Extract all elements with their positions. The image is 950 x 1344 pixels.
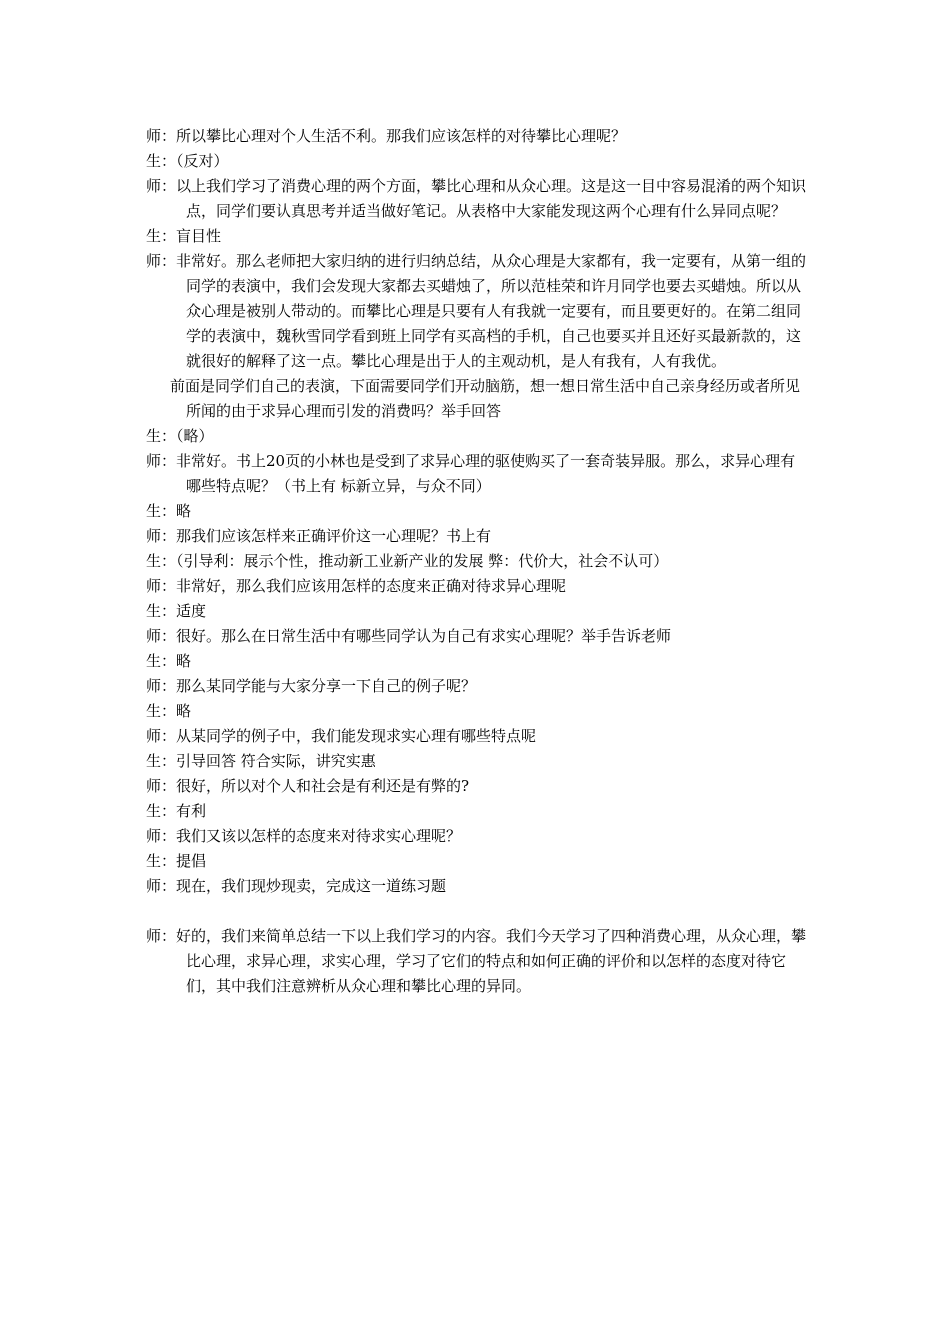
dialogue-line: 师：非常好。书上20页的小林也是受到了求异心理的驱使购买了一套奇装异服。那么，求异心理有哪些特点呢？（书上有 标新立异，与众不同）: [146, 452, 796, 495]
dialogue-line: 生：引导回答 符合实际，讲究实惠: [146, 752, 376, 770]
dialogue-line: 生：略: [146, 652, 192, 670]
dialogue-line: 生：（反对）: [146, 152, 229, 170]
dialogue-line: 生：（引导利：展示个性，推动新工业新产业的发展 弊：代价大，社会不认可）: [146, 552, 669, 570]
dialogue-line: 师：那么某同学能与大家分享一下自己的例子呢？: [146, 677, 477, 695]
dialogue-line: 师：非常好，那么我们应该用怎样的态度来正确对待求异心理呢: [146, 577, 567, 595]
dialogue-line: 师：非常好。那么老师把大家归纳的进行归纳总结，从众心理是大家都有，我一定要有，从第一组的同学的表演中，我们会发现大家都去买蜡烛了，所以范桂荣和许月同学也要去买蜡烛。所以从众心理是被别人带动的。而攀比心理是只要有人有我就一定要有，而且要更好的。在第二组同学的表演中，魏秋雪同学看到班上同学有买高档的手机，自己也要买并且还好买最新款的，这就很好的解释了这一点。攀比心理是出于人的主观动机，是人有我有，人有我优。: [146, 252, 807, 370]
dialogue-line: 生：有利: [146, 802, 207, 820]
document-body: [146, 124, 810, 999]
dialogue-line: 生：盲目性: [146, 227, 222, 245]
blank-line: [146, 899, 810, 924]
narration-paragraph: 前面是同学们自己的表演，下面需要同学们开动脑筋，想一想日常生活中自己亲身经历或者所见所闻的由于求异心理而引发的消费吗？举手回答: [170, 377, 801, 420]
dialogue-line: 生：适度: [146, 602, 207, 620]
dialogue-line: 师：我们又该以怎样的态度来对待求实心理呢？: [146, 827, 462, 845]
dialogue-line: 生：略: [146, 502, 192, 520]
dialogue-line: 师：以上我们学习了消费心理的两个方面，攀比心理和从众心理。这是这一目中容易混淆的两个知识点，同学们要认真思考并适当做好笔记。从表格中大家能发现这两个心理有什么异同点呢？: [146, 177, 807, 220]
dialogue-line: 生：略: [146, 702, 192, 720]
dialogue-line: 师：很好，所以对个人和社会是有利还是有弊的?: [146, 777, 470, 795]
dialogue-line: 师：很好。那么在日常生活中有哪些同学认为自己有求实心理呢？举手告诉老师: [146, 627, 672, 645]
dialogue-line: 师：现在，我们现炒现卖，完成这一道练习题: [146, 877, 447, 895]
dialogue-line: 师：那我们应该怎样来正确评价这一心理呢？书上有: [146, 527, 492, 545]
dialogue-line: 生：（略）: [146, 427, 214, 445]
dialogue-line: 师：从某同学的例子中，我们能发现求实心理有哪些特点呢: [146, 727, 537, 745]
dialogue-line: 生：提倡: [146, 852, 207, 870]
dialogue-line: 师：所以攀比心理对个人生活不利。那我们应该怎样的对待攀比心理呢？: [146, 127, 627, 145]
summary-line: 师：好的，我们来简单总结一下以上我们学习的内容。我们今天学习了四种消费心理，从众心理，攀比心理，求异心理，求实心理，学习了它们的特点和如何正确的评价和以怎样的态度对待它们，其中我们注意辨析从众心理和攀比心理的异同。: [146, 927, 807, 995]
